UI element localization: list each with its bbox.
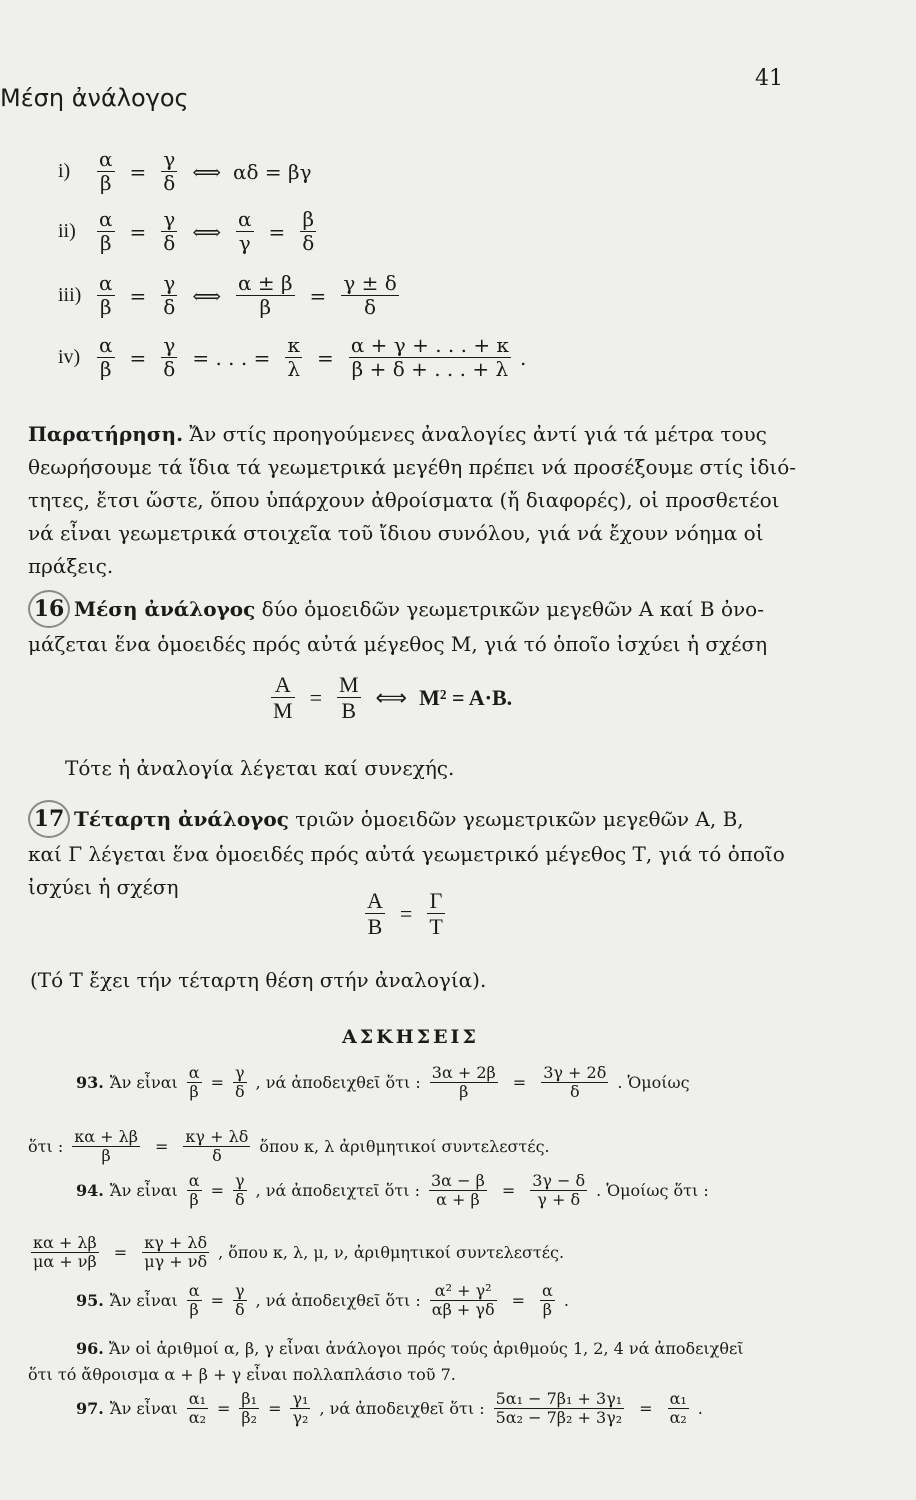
- section-16-note: Τότε ἡ ἀναλογία λέγεται καί συνεχής.: [65, 756, 455, 780]
- remark-heading: Παρατήρηση.: [28, 422, 184, 446]
- exercise-text: ὅπου κ, λ ἀριθμητικοί συντελεστές.: [259, 1137, 550, 1157]
- exercise-number: 94.: [76, 1181, 104, 1201]
- section-16: [28, 590, 767, 661]
- fraction: $\frac{\alpha}{\beta}$: [99, 147, 113, 195]
- section-17-note: (Τό Τ ἔχει τήν τέταρτη θέση στήν ἀναλογία).: [30, 968, 487, 992]
- property-label: iii): [58, 284, 82, 306]
- exercise-text: ὅτι :: [28, 1137, 64, 1157]
- remark-line: νά εἶναι γεωμετρικά στοιχεῖα τοῦ ἴδιου συνόλου, γιά νά ἔχουν νόημα οἱ: [28, 521, 764, 545]
- definition-term: Τέταρτη ἀνάλογος: [74, 807, 289, 831]
- remark-line: Ἄν στίς προηγούμενες ἀναλογίες ἀντί γιά τά μέτρα τους: [189, 422, 767, 446]
- exercise-95: 95. Ἄν εἶναι $\frac{\alpha}{\beta}$ = $\frac{\gamma}{\delta}$ , νά ἀποδειχθεῖ ὅτι : $\frac{\text{α² + γ²}}{\alpha\beta + \gamma\delta}$ = $\frac{\alpha}{\beta}$ .: [76, 1281, 569, 1320]
- property-label: i): [58, 160, 71, 182]
- remark-line: τητες, ἔτσι ὥστε, ὅπου ὑπάρχουν ἀθροίσματα (ἤ διαφορές), οἱ προσθετέοι: [28, 488, 780, 512]
- exercise-94: 94. Ἄν εἶναι $\frac{\alpha}{\beta}$ = $\frac{\gamma}{\delta}$ , νά ἀποδειχτεῖ ὅτι : $\frac{3\alpha - \beta}{\alpha + \beta}$ = $\frac{3\gamma - \delta}{\gamma + \delta}$ . Ὁμοίως ὅτι :: [76, 1171, 709, 1210]
- exercise-text: , ὅπου κ, λ, μ, ν, ἀριθμητικοί συντελεστές.: [218, 1243, 565, 1263]
- fourth-proportional-formula: $\frac{A}{B}$ = $\frac{\Gamma}{T}$: [367, 888, 443, 940]
- exercise-number: 97.: [76, 1399, 104, 1419]
- exercise-text: Ἄν εἶναι: [109, 1073, 178, 1093]
- exercises-heading: ΑΣΚΗΣΕΙΣ: [342, 1026, 479, 1048]
- property-label: iv): [58, 346, 81, 368]
- exercise-text: , νά ἀποδειχθεῖ ὅτι :: [319, 1399, 485, 1419]
- remark-line: θεωρήσουμε τά ἴδια τά γεωμετρικά μεγέθη πρέπει νά προσέξουμε στίς ἰδιό-: [28, 455, 797, 479]
- definition-text: ἰσχύει ἡ σχέση: [28, 875, 179, 899]
- definition-text: καί Γ λέγεται ἕνα ὁμοειδές πρός αὐτά γεωμετρικό μέγεθος Τ, γιά τό ὁποῖο: [28, 842, 785, 866]
- exercise-number: 93.: [76, 1073, 104, 1093]
- exercise-97: 97. Ἄν εἶναι $\frac{\text{α₁}}{\text{α₂}}$ = $\frac{\text{β₁}}{\text{β₂}}$ = $\frac{\text{γ₁}}{\text{γ₂}}$ , νά ἀποδειχθεῖ ὅτι : $\frac{\text{5α₁ − 7β₁ + 3γ₁}}{\text{5α₂ − 7β₂ + 3γ₂}}$ = $\frac{\text{α₁}}{\text{α₂}}$ .: [76, 1389, 703, 1428]
- section-number: 17: [28, 800, 70, 838]
- exercise-text: Ἄν εἶναι: [109, 1291, 178, 1311]
- fraction: $\frac{\gamma}{\delta}$: [163, 147, 176, 195]
- exercise-text: Ἄν οἱ ἀριθμοί α, β, γ εἶναι ἀνάλογοι πρός τούς ἀριθμούς 1, 2, 4 νά ἀποδειχθεῖ: [108, 1339, 744, 1358]
- exercise-text: . Ὁμοίως: [617, 1073, 690, 1093]
- geometric-mean-formula: $\frac{A}{M}$ = $\frac{M}{B}$ ⟺ M² = A·B.: [273, 672, 513, 724]
- page-number: 41: [755, 66, 783, 91]
- property-label: ii): [58, 220, 76, 242]
- exercise-94-cont: $\frac{\kappa\alpha + \lambda\beta}{\mu\alpha + \nu\beta}$ = $\frac{\kappa\gamma + \lambda\delta}{\mu\gamma + \nu\delta}$ , ὅπου κ, λ, μ, ν, ἀριθμητικοί συντελεστές.: [33, 1233, 565, 1272]
- page-title: Μέση ἀνάλογος: [0, 84, 189, 112]
- exercise-text: Ἄν εἶναι: [109, 1181, 178, 1201]
- definition-term: Μέση ἀνάλογος: [74, 597, 256, 621]
- definition-text: τριῶν ὁμοειδῶν γεωμετρικῶν μεγεθῶν Α, Β,: [295, 807, 744, 831]
- property-i: i) $\frac{\alpha}{\beta}$ = $\frac{\gamma}{\delta}$ ⟺ αδ = βγ: [58, 147, 312, 195]
- exercise-93: 93. Ἄν εἶναι $\frac{\alpha}{\beta}$ = $\frac{\gamma}{\delta}$ , νά ἀποδειχθεῖ ὅτι : $\frac{3\alpha + 2\beta}{\beta}$ = $\frac{3\gamma + 2\delta}{\delta}$ . Ὁμοίως: [76, 1063, 690, 1102]
- exercise-text: Ἄν εἶναι: [109, 1399, 178, 1419]
- exercise-93-cont: ὅτι : $\frac{\kappa\alpha + \lambda\beta}{\beta}$ = $\frac{\kappa\gamma + \lambda\delta}{\delta}$ ὅπου κ, λ ἀριθμητικοί συντελεστές.: [28, 1127, 550, 1166]
- exercise-text: , νά ἀποδειχθεῖ ὅτι :: [255, 1291, 421, 1311]
- exercise-text: , νά ἀποδειχθεῖ ὅτι :: [255, 1073, 421, 1093]
- remark-line: πράξεις.: [28, 554, 114, 578]
- property-iv: iv) $\frac{\alpha}{\beta}$ = $\frac{\gamma}{\delta}$ = . . . = $\frac{\kappa}{\lambda}$ = $\frac{\alpha + \gamma + . . . + \kappa}{\beta + \delta + . . . + \lambda}$ .: [58, 333, 527, 381]
- property-ii: ii) $\frac{\alpha}{\beta}$ = $\frac{\gamma}{\delta}$ ⟺ $\frac{\alpha}{\gamma}$ = $\frac{\beta}{\delta}$: [58, 207, 315, 255]
- exercise-number: 96.: [76, 1339, 104, 1358]
- definition-text: μάζεται ἕνα ὁμοειδές πρός αὐτά μέγεθος Μ, γιά τό ὁποῖο ἰσχύει ἡ σχέση: [28, 632, 768, 656]
- definition-text: δύο ὁμοειδῶν γεωμετρικῶν μεγεθῶν Α καί Β ὀνο-: [261, 597, 764, 621]
- remark-paragraph: [28, 418, 796, 583]
- exercise-96-cont: ὅτι τό ἄθροισμα α + β + γ εἶναι πολλαπλάσιο τοῦ 7.: [28, 1365, 456, 1384]
- exercise-number: 95.: [76, 1291, 104, 1311]
- exercise-text: . Ὁμοίως ὅτι :: [596, 1181, 709, 1201]
- property-iii: iii) $\frac{\alpha}{\beta}$ = $\frac{\gamma}{\delta}$ ⟺ $\frac{\alpha \pm \beta}{\beta}$ = $\frac{\gamma \pm \delta}{\delta}$: [58, 271, 397, 319]
- section-number: 16: [28, 590, 70, 628]
- exercise-96: [76, 1336, 744, 1362]
- exercise-text: , νά ἀποδειχτεῖ ὅτι :: [255, 1181, 420, 1201]
